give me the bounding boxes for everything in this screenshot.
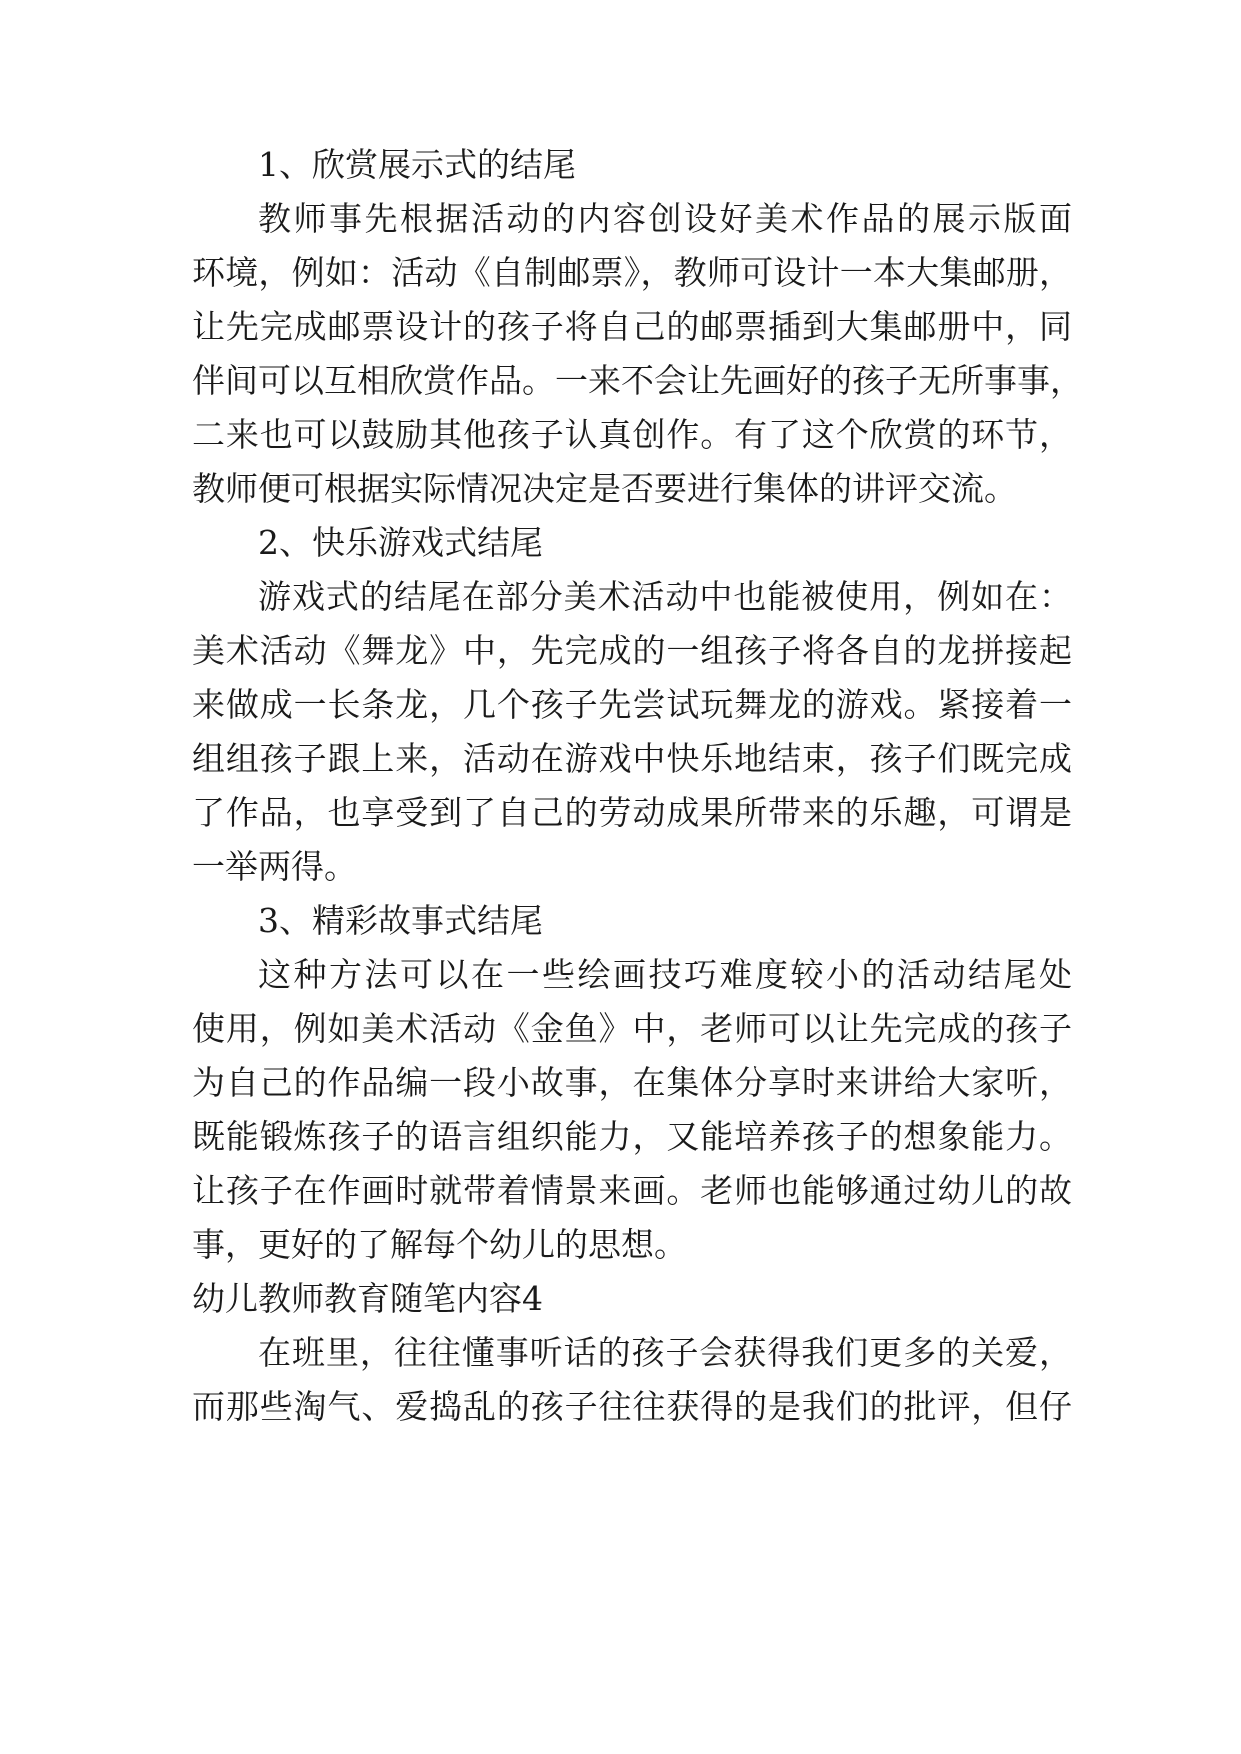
heading-2: 2、快乐游戏式结尾 [258,523,543,562]
paragraph-line: 环境，例如：活动《自制邮票》，教师可设计一本大集邮册， [192,253,1072,292]
paragraph-line: 游戏式的结尾在部分美术活动中也能被使用，例如在： [258,577,1072,616]
heading-3: 3、精彩故事式结尾 [258,901,543,940]
paragraph-line: 一举两得。 [192,847,357,886]
paragraph-line: 二来也可以鼓励其他孩子认真创作。有了这个欣赏的环节， [192,415,1072,454]
paragraph-line: 事，更好的了解每个幼儿的思想。 [192,1225,687,1264]
paragraph-line: 了作品，也享受到了自己的劳动成果所带来的乐趣，可谓是 [192,793,1072,832]
paragraph-line: 这种方法可以在一些绘画技巧难度较小的活动结尾处 [258,955,1072,994]
paragraph-line: 伴间可以互相欣赏作品。一来不会让先画好的孩子无所事事， [192,361,1083,400]
paragraph-line: 使用，例如美术活动《金鱼》中，老师可以让先完成的孩子 [192,1009,1072,1048]
paragraph-line: 既能锻炼孩子的语言组织能力，又能培养孩子的想象能力。 [192,1117,1072,1156]
paragraph-line: 让孩子在作画时就带着情景来画。老师也能够通过幼儿的故 [192,1171,1072,1210]
paragraph-line: 让先完成邮票设计的孩子将自己的邮票插到大集邮册中，同 [192,307,1072,346]
section-title: 幼儿教师教育随笔内容4 [192,1279,543,1318]
paragraph-line: 而那些淘气、爱捣乱的孩子往往获得的是我们的批评，但仔 [192,1387,1072,1426]
paragraph-line: 教师便可根据实际情况决定是否要进行集体的讲评交流。 [192,469,1017,508]
paragraph-line: 为自己的作品编一段小故事，在集体分享时来讲给大家听， [192,1063,1072,1102]
paragraph-line: 组组孩子跟上来，活动在游戏中快乐地结束，孩子们既完成 [192,739,1072,778]
paragraph-line: 教师事先根据活动的内容创设好美术作品的展示版面 [258,199,1072,238]
paragraph-line: 美术活动《舞龙》中，先完成的一组孩子将各自的龙拼接起 [192,631,1072,670]
paragraph-line: 在班里，往往懂事听话的孩子会获得我们更多的关爱， [258,1333,1072,1372]
heading-1: 1、欣赏展示式的结尾 [258,145,576,184]
paragraph-line: 来做成一长条龙，几个孩子先尝试玩舞龙的游戏。紧接着一 [192,685,1072,724]
